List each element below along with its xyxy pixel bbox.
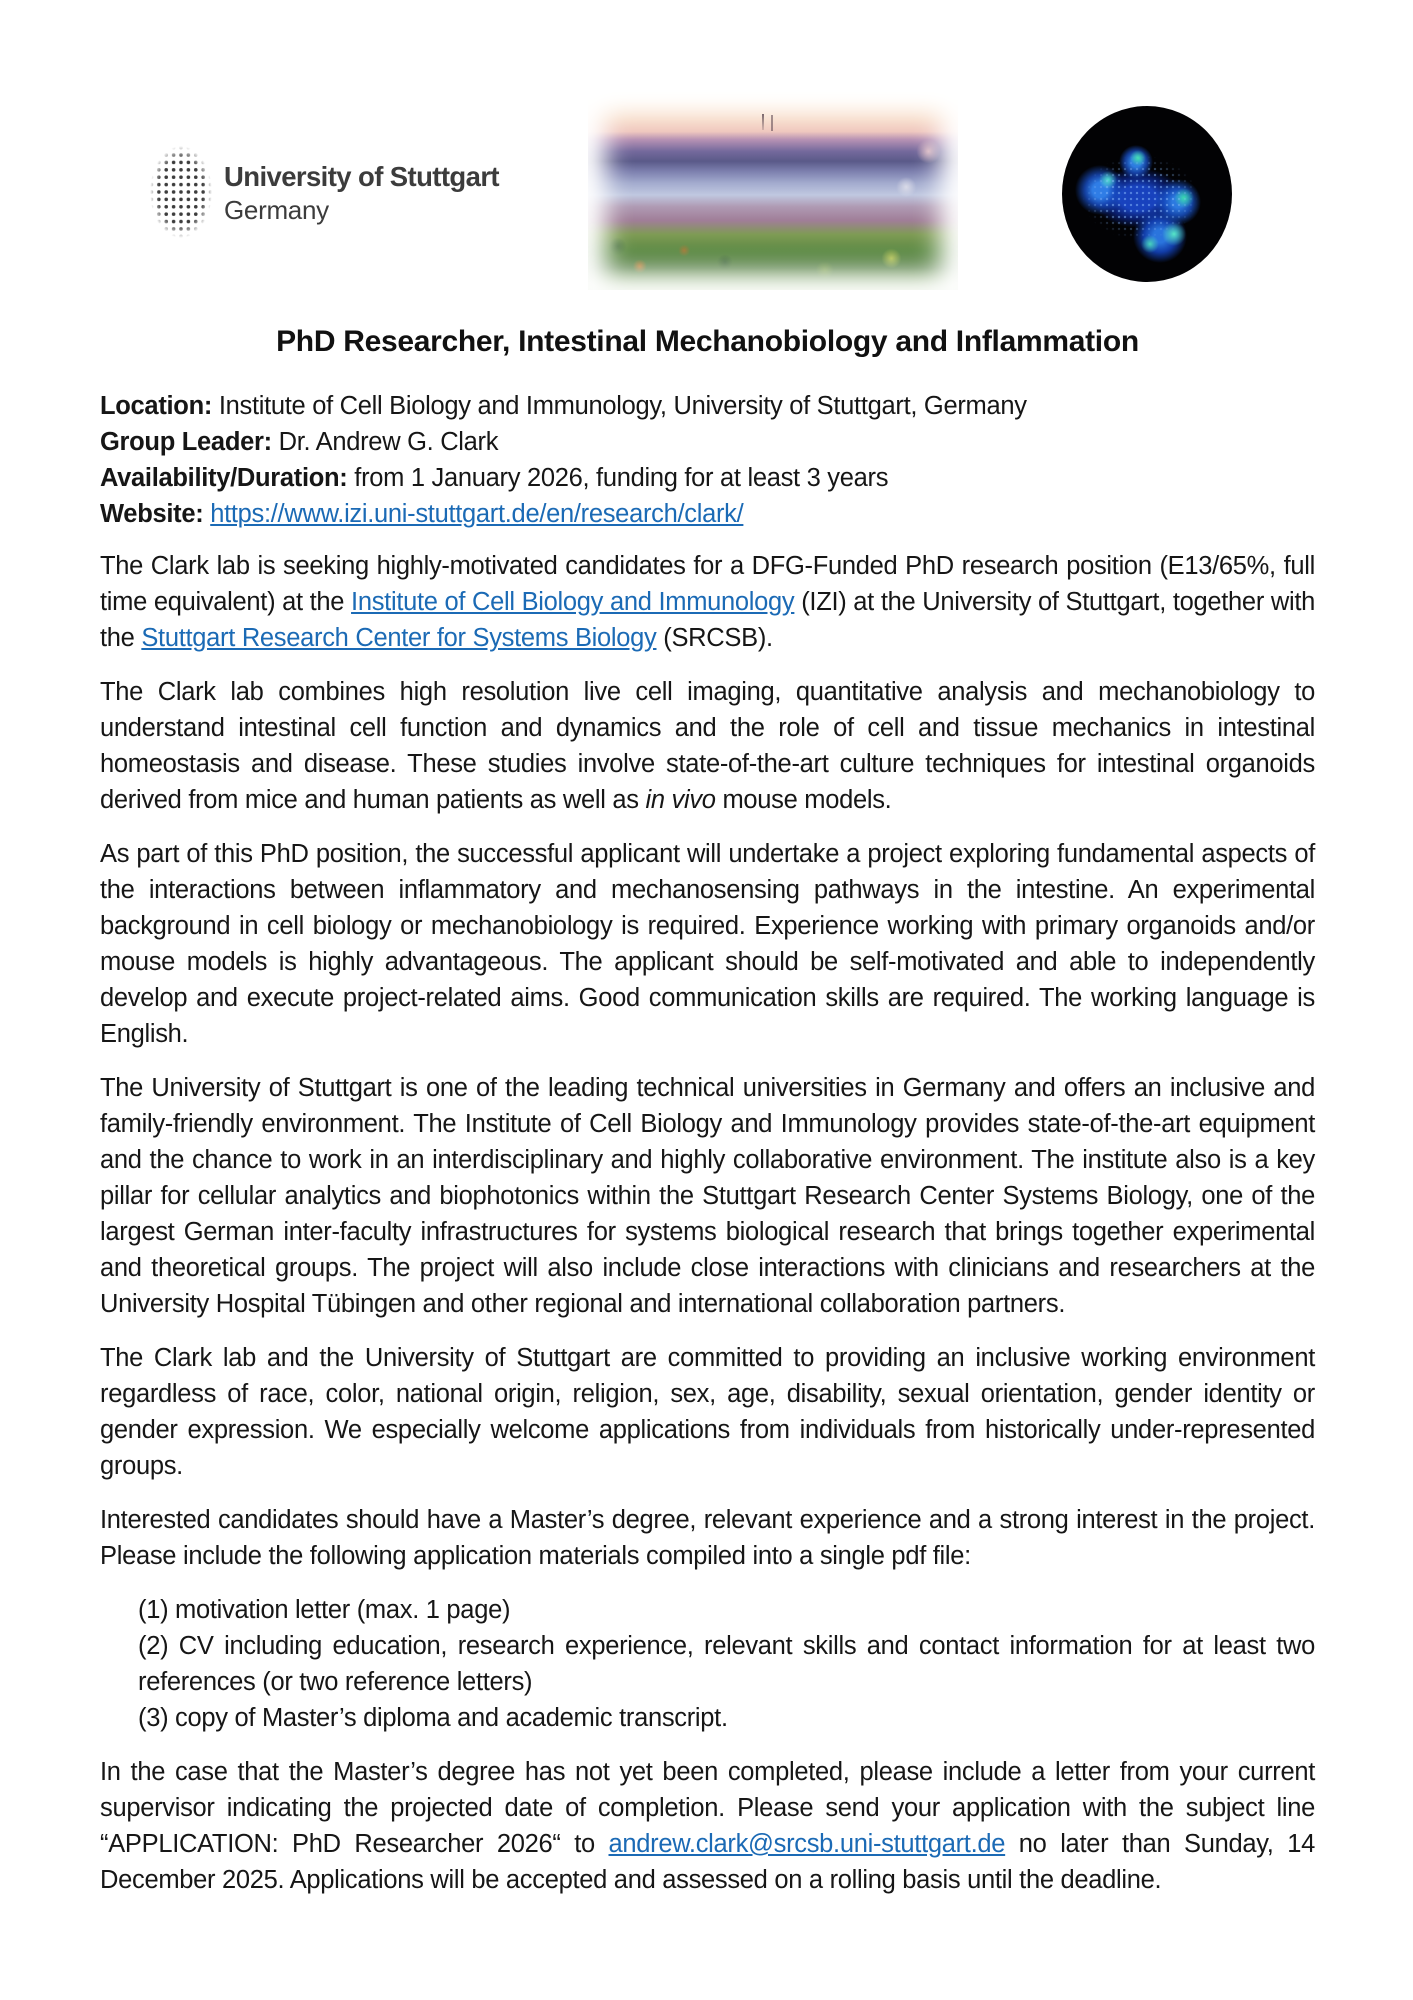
- meta-line-availability: [100, 460, 1315, 496]
- meta-line-location: [100, 388, 1315, 424]
- text-segment: (SRCSB).: [656, 624, 773, 652]
- text-segment: no later than Sunday, 14 December 2025. Applications will be accepted and assessed on a rolling basis until the deadline.: [100, 1830, 1315, 1894]
- text-segment: In the case that the Master’s degree has not yet been completed, please include a letter from your current supervisor indicating the projected date of completion. Please send your application with the subject line “APPLICATION: PhD Researcher 2026“ to: [100, 1758, 1315, 1858]
- application-materials-list: [138, 1592, 1315, 1736]
- paragraph-position-intro: [100, 548, 1315, 656]
- paragraph-inclusion-statement: [100, 1340, 1315, 1484]
- meta-line-website: [100, 496, 1315, 532]
- text-segment: (IZI) at the University of Stuttgart, together with the: [100, 588, 1316, 652]
- text-segment: The University of Stuttgart is one of the leading technical universities in Germany and offers an inclusive and family-friendly environment. The Institute of Cell Biology and Immunology provides state-of-the-art equipment and the chance to work in an interdisciplinary and highly collaborative environment. The institute also is a key pillar for cellular analytics and biophotonics within the Stuttgart Research Center Systems Biology, one of the largest German inter-faculty infrastructures for systems biological research that brings together experimental and theoretical groups. The project will also include close interactions with clinicians and researchers at the University Hospital Tübingen and other regional and international collaboration partners.: [100, 1074, 1315, 1318]
- text-segment: (1) motivation letter (max. 1 page): [138, 1596, 511, 1624]
- text-segment: Website:: [100, 500, 204, 528]
- text-segment: Dr. Andrew G. Clark: [271, 428, 499, 456]
- meta-block: [100, 388, 1315, 532]
- meta-line-group-leader: [100, 424, 1315, 460]
- paragraph-deadline: [100, 1754, 1315, 1898]
- list-item-diploma: [138, 1700, 1315, 1736]
- paragraph-project-requirements: [100, 836, 1315, 1052]
- text-segment: As part of this PhD position, the successful applicant will undertake a project exploring fundamental aspects of the interactions between inflammatory and mechanosensing pathways in the intestine. An experimental background in cell biology or mechanobiology is required. Experience working with primary organoids and/or mouse models is highly advantageous. The applicant should be self-motivated and able to independently develop and execute project-related aims. Good communication skills are required. The working language is English.: [100, 840, 1315, 1048]
- application-email-link[interactable]: andrew.clark@srcsb.uni-stuttgart.de: [608, 1830, 1006, 1858]
- text-segment: Location:: [100, 392, 213, 420]
- text-segment: The Clark lab combines high resolution live cell imaging, quantitative analysis and mechanobiology to understand intestinal cell function and dynamics and the role of cell and tissue mechanics in intestinal homeostasis and disease. These studies involve state-of-the-art culture techniques for intestinal organoids derived from mice and human patients as well as: [100, 678, 1315, 814]
- logo-country: Germany: [224, 195, 329, 225]
- text-segment: Group Leader:: [100, 428, 272, 456]
- text-segment: in vivo: [645, 786, 716, 814]
- text-segment: Availability/Duration:: [100, 464, 348, 492]
- paragraph-university-environment: [100, 1070, 1315, 1322]
- srcsb-link[interactable]: Stuttgart Research Center for Systems Biology: [141, 624, 657, 652]
- text-segment: Institute of Cell Biology and Immunology, University of Stuttgart, Germany: [212, 392, 1027, 420]
- organoid-fluorescence-photo: [1062, 106, 1232, 282]
- logo-university-name: University of Stuttgart: [224, 161, 499, 192]
- paragraph-lab-description: [100, 674, 1315, 818]
- paragraph-application-materials: [100, 1502, 1315, 1574]
- clark-lab-website-link[interactable]: https://www.izi.uni-stuttgart.de/en/research/clark/: [210, 500, 744, 528]
- text-segment: (2) CV including education, research experience, relevant skills and contact information for at least two references (or two reference letters): [138, 1632, 1315, 1696]
- list-item-motivation-letter: [138, 1592, 1315, 1628]
- list-item-cv: [138, 1628, 1315, 1700]
- content: [100, 322, 1315, 1898]
- text-segment: from 1 January 2026, funding for at least 3 years: [347, 464, 889, 492]
- text-segment: (3) copy of Master’s diploma and academic transcript.: [138, 1704, 728, 1732]
- page-title: PhD Researcher, Intestinal Mechanobiology and Inflammation: [276, 325, 1139, 358]
- izi-link[interactable]: Institute of Cell Biology and Immunology: [351, 588, 795, 616]
- text-segment: The Clark lab is seeking highly-motivated candidates for a DFG-Funded PhD research position (E13/65%, full time equivalent) at the: [100, 552, 1315, 616]
- text-segment: The Clark lab and the University of Stuttgart are committed to providing an inclusive working environment regardless of race, color, national origin, religion, sex, age, disability, sexual orientation, gender identity or gender expression. We especially welcome applications from individuals from historically under-represented groups.: [100, 1344, 1315, 1480]
- university-logo-dots-icon: [150, 146, 212, 238]
- university-logo: [224, 160, 499, 227]
- text-segment: Interested candidates should have a Master’s degree, relevant experience and a strong interest in the project. Please include the following application materials compiled into a single pdf file:: [100, 1506, 1315, 1570]
- text-segment: mouse models.: [715, 786, 892, 814]
- stuttgart-landscape-photo: [588, 92, 958, 290]
